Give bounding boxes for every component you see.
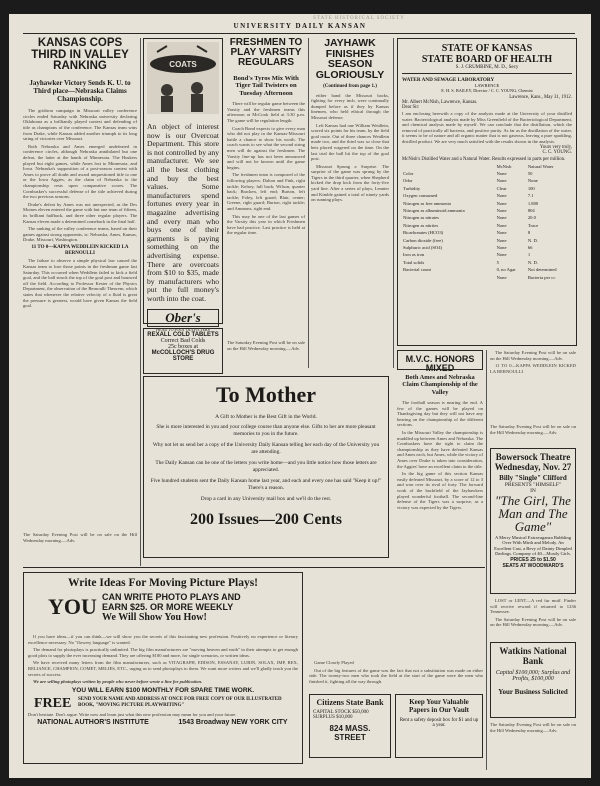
- table-row: [402, 274, 572, 281]
- to-mother-title: To Mother: [215, 382, 316, 407]
- lab-names: E. H. S. BAILEY, Director / C. C. YOUNG, Chemist: [441, 88, 533, 93]
- citizens-bank-advertisement: [309, 694, 391, 758]
- rexall-line2: Correct Bad Colds: [160, 338, 206, 344]
- subhead-weddlein: 11 TO 0—KAPPA WEDDLEIN KICKED LA BERNOULLI: [31, 244, 129, 256]
- table-cell: Color: [403, 170, 414, 176]
- table-cell: Bacteria per cc: [527, 274, 556, 280]
- table-cell: Bacterial count: [403, 267, 431, 273]
- post-notice: The Saturday Evening Post will be on sale on the Hill Wednesday morning.—Adv.: [490, 722, 576, 733]
- surplus-value: $10,000: [336, 715, 353, 720]
- table-cell: Total solids: [403, 259, 425, 265]
- org-name: NATIONAL AUTHOR'S INSTITUTE: [37, 719, 149, 727]
- table-cell: [402, 274, 496, 281]
- table-cell: Sulphuric acid (SO4): [403, 245, 443, 251]
- photoplay-body: [28, 634, 298, 685]
- article-weddlein: [23, 258, 137, 308]
- vault-title: Keep Your Valuable Papers in Our Vault: [409, 698, 469, 714]
- paragraph: LOST or LENT—A red fur muff. Finder will receive reward if returned to 1236 Tennessee.: [490, 598, 576, 615]
- paragraph: Out of the big features of the game was the fact that not a substitution was made on either side. The twenty-two men who took the field at the start of the game were the men who finished it, fighting all the way through.: [309, 667, 483, 684]
- post-notice: The Saturday Evening Post will be on sale on the Hill Wednesday morning.—Adv.: [490, 424, 576, 435]
- photoplay-address: [28, 719, 298, 739]
- table-cell: None: [496, 215, 507, 221]
- table-header: Natural Water: [527, 163, 554, 169]
- post-notice: [490, 350, 576, 420]
- table-cell: 1: [527, 252, 531, 258]
- column-rule: [393, 38, 394, 368]
- mvc-headline-box: [397, 350, 483, 374]
- paragraph: either band the Missouri backs, fighting for every inch, were continually dumped before as if they by Kansas linemen, who held ethical through the Missouri defense.: [311, 92, 389, 120]
- analysis-rows: [402, 170, 572, 281]
- citizens-address: 824 MASS. STREET: [329, 724, 371, 742]
- paragraph: Drop a card in any University mail box and we'll do the rest.: [200, 496, 332, 502]
- pitch-line: We Will Show You How!: [102, 612, 207, 623]
- letter-salutation: Dear Sir:: [402, 105, 420, 110]
- archive-stamp: STATE HISTORICAL SOCIETY: [313, 16, 405, 21]
- table-cell: None: [527, 178, 538, 184]
- section-rule: [23, 567, 485, 568]
- table-cell: 7.1: [527, 193, 534, 199]
- column-kansas-cops: [23, 38, 137, 526]
- watkins-solicit: Your Business Solicited: [498, 688, 568, 696]
- post-notice: The Saturday Evening Post will be on sale on the Hill Wednesday morning.—Adv.: [23, 532, 137, 543]
- table-cell: None: [496, 178, 507, 184]
- pitch-lines: [102, 592, 292, 623]
- bowersock-title: Bowersock Theatre: [495, 452, 571, 462]
- org-address: 1543 Broadway NEW YORK CITY: [178, 719, 288, 727]
- vault-advertisement: [395, 694, 483, 758]
- paragraph: Drake's defeat by Ames was not unexpected, as the Des Moines eleven entered the game with but one team of fifteen, its brilliant halfback, and three other regular players. The Kansas eleven made a determined comeback in the final half.: [23, 201, 137, 224]
- bowersock-date: Wednesday, Nov. 27: [494, 462, 572, 472]
- citizens-title: Citizens State Bank: [316, 698, 384, 707]
- divider: [402, 73, 572, 74]
- table-row: [402, 192, 572, 199]
- photoplay-earn: YOU WILL EARN $100 MONTHLY FOR SPARE TIME WORK.: [71, 686, 255, 694]
- table-cell: 804: [527, 208, 535, 213]
- table-row: [402, 200, 572, 207]
- headline-jayhawk: JAYHAWK FINISHES SEASON GLORIOUSLY: [315, 37, 385, 82]
- letter-body: I am enclosing herewith a copy of the analysis made at the University of your distilled water. Bacteriological analysis made by Miss Greenfield of the Bacteriological Department, and chemical analysis made by myself. We can conclude that the distillation, which the removal of practically all bacteria, and positive purity. As far as the distillation of the water, it seems to be of nature and all organic matter that is not gaseous, leaving a pure sparkling, distilled product. We are very much satisfied with the results shown in the analysis.: [402, 111, 572, 144]
- rexall-line3: 25c boxes at: [168, 344, 198, 350]
- table-header: [402, 163, 496, 170]
- table-cell: Carbon dioxide (free): [403, 237, 443, 243]
- paragraph: In the Missouri Valley the championship is muddled up between Ames and Nebraska. The Cornhuskers have the right to claim the championship as they have defeated Kansas and Ames each, but Ames, while the victory of Ames over Drake is taken into consideration, the Aggies' have an excellent claim to the title.: [397, 430, 483, 469]
- subhead-freshmen: Bond's Tyros Mix With Tiger Tail Twisters on Tuesday Afternoon: [233, 74, 299, 97]
- surplus-label: SURPLUS: [313, 715, 335, 720]
- column-rule: [308, 38, 309, 368]
- masthead-rule: [23, 33, 575, 34]
- table-heading: McNish's Distilled Water and a Natural Water. Results expressed in parts per million.: [402, 156, 566, 162]
- analysis-table: [402, 163, 572, 282]
- letter-close: Yours very truly,: [539, 144, 572, 150]
- vault-text: Rent a safety deposit box for $1 and up a year.: [399, 718, 479, 728]
- in-label: IN: [530, 488, 536, 494]
- subhead-kansas-cops: Jayhawker Victory Sends K. U. to Third place—Nebraska Claims Championship.: [29, 79, 131, 104]
- table-cell: Clear: [496, 185, 507, 191]
- table-cell: None: [496, 245, 507, 251]
- lab-title: WATER AND SEWAGE LABORATORY: [402, 77, 495, 83]
- table-row: [402, 229, 572, 236]
- paragraph: The demand for photoplays is practically unlimited. The big film manufacturers are "moving heaven and earth" in their attempts to get enough good plots to supply the ever increasing demand. They are offering $100 and more, for single scenarios, or written ideas.: [28, 647, 298, 658]
- free-label: FREE: [34, 695, 72, 711]
- paragraph: There will be regular game between the Varsity and the freshmen teams this afternoon at McCook field at 3:30 p.m. The game will be regulation length.: [227, 101, 305, 124]
- post-notice: The Saturday Evening Post will be on sale on the Hill Wednesday morning.—Adv.: [227, 340, 305, 351]
- paragraph: If you have ideas—if you can think—we will show you the secrets of this fascinating new profession. Positively no experience or literary excellence necessary. No "flowery language" is wanted.: [28, 634, 298, 645]
- state-subtitle: STATE BOARD OF HEALTH: [421, 54, 553, 65]
- state-title: STATE OF KANSAS: [441, 43, 533, 54]
- lab-place: LAWRENCE: [474, 83, 500, 88]
- paragraph: We have received many letters from the film manufacturers, such as VITAGRAPH, EDISON, ESSANAY, LUBIN, SOLAX, IMP, REX, RELIANCE, CHAMPION, COMET, MELIES, ETC., urging us to send photoplays to them. We want more writers and we'll gladly teach you the secrets of success.: [28, 660, 298, 677]
- table-cell: Not determined: [527, 267, 557, 273]
- letter-date: Lawrence, Kans., May 31, 1912.: [509, 95, 572, 100]
- table-cell: Nitrogen as albuminoid ammonia: [403, 208, 465, 213]
- table-cell: None: [496, 274, 507, 280]
- table-header: McNish: [496, 163, 512, 169]
- table-row: [402, 214, 572, 221]
- table-cell: Nitrogen as nitrates: [403, 215, 439, 221]
- paragraph: The ranking of the valley conference teams, based on their games against strong opponents, is: Nebraska, Ames, Kansas, Drake, Missouri, Washington.: [23, 226, 137, 243]
- rexall-line1: REXALL COLD TABLETS: [147, 332, 219, 338]
- to-mother-line1: A Gift to Mother is the Best Gift in the World.: [215, 414, 317, 420]
- rexall-line4: McCOLLOCH'S DRUG STORE: [151, 350, 215, 362]
- watkins-advertisement: [490, 642, 576, 718]
- table-cell: Iron as iron: [403, 252, 425, 258]
- table-cell: N. D.: [527, 259, 538, 265]
- headline-mvc: M.V.C. HONORS MIXED: [405, 354, 475, 374]
- watkins-title: Watkins National Bank: [499, 646, 567, 666]
- paragraph: Five hundred students sent the Daily Kansan home last year, and each and every one has said "Keep it up!" There's a reason.: [150, 478, 382, 491]
- table-cell: None: [496, 200, 507, 206]
- table-cell: 20.0: [527, 215, 536, 221]
- table-cell: Trace: [527, 222, 539, 228]
- paragraph: Missouri Sprung a Surprise. The surprise of the game was sprung by the Tigers in the third quarter, when Shepherd kicked the drop kick from the forty-five yard line. After a series of plays, Lennier and Kimble gained a total of ninety yards on running plays.: [311, 163, 389, 203]
- continued-note: (Continued from page 1.): [323, 83, 377, 89]
- bowersock-advertisement: [490, 448, 576, 594]
- rexall-advertisement: [143, 328, 223, 374]
- photoplay-advertisement: [23, 572, 303, 764]
- newspaper-page: [9, 14, 591, 778]
- table-cell: 5: [496, 259, 499, 265]
- photoplay-pitch: [28, 592, 298, 632]
- state-secretary: S. J. CRUMBINE, M. D., Secy: [455, 65, 519, 70]
- to-mother-advertisement: [143, 376, 389, 558]
- paragraph: Left Kansas had one William Weidlein, scored six points for his team, by the field goal route. Out of three chances Weidlein made two, and the third was so close that bets placed wagered on the time. On the last trial the ball hit the top of the goal post.: [311, 122, 389, 162]
- letter-recipient: Mr. Albert McNish, Lawrence, Kansas.: [402, 100, 478, 105]
- column-rule: [486, 350, 487, 770]
- paragraph: The failure to observe a simple physical law caused the Kansas team to lose those points in the freshman game last Saturday. This occurred when Weddlein failed to kick a field goal, and the ball struck the top of the goal post and bounced off the field. According to Professor Kester of the Physics Department, the observation of the Bernoulli Theorem, which states that whenever the relative velocity of a fluid is great the pressure is greatest, would have given Kansas the field goal.: [23, 258, 137, 309]
- paragraph: The gridiron campaign in Missouri valley conference circles ended Saturday with Nebraska university declaring Oklahoma as a brilliantly played contest and defending of title as champions of the conference. The Kansas team wins from Drake, while Kansas added another triumph to its long string of victories over Missouri.: [23, 108, 137, 142]
- you-label: YOU: [48, 594, 97, 619]
- paragraph: We are selling photoplays written by people who never before wrote a line for publication.: [33, 679, 203, 685]
- watkins-capital: Capital $100,000; Surplus and Profits, $100,000: [495, 670, 571, 682]
- pitch-line: CAN WRITE PHOTO PLAYS AND: [102, 592, 241, 602]
- to-mother-body: [149, 424, 383, 503]
- table-row: [402, 177, 572, 184]
- surplus-row: [313, 715, 387, 720]
- table-cell: None: [496, 222, 507, 228]
- masthead: UNIVERSITY DAILY KANSAN: [233, 22, 367, 30]
- table-cell: Nitrogen as nitrites: [403, 222, 439, 228]
- subhead-mvc: Both Ames and Nebraska Claim Championship of the Valley: [402, 374, 478, 396]
- obers-tagline: HEAD TO FOOT OUTFITTERS: [156, 327, 210, 333]
- article-jayhawk: [311, 93, 389, 203]
- table-row: [402, 185, 572, 192]
- lost-notice: [490, 598, 576, 638]
- column-jayhawk: [311, 38, 389, 370]
- paragraph: The Saturday Evening Post will be on sale on the Hill Wednesday morning.—Adv.: [490, 616, 576, 628]
- table-row: [402, 222, 572, 229]
- table-cell: None: [496, 193, 507, 199]
- coats-advertisement: [143, 38, 223, 333]
- table-row: [402, 237, 572, 244]
- capital-label: CAPITAL STOCK: [313, 710, 352, 715]
- show-prices: PRICES 25 to $1.50: [510, 556, 556, 563]
- show-title: "The Girl, The Man and The Game": [495, 493, 571, 534]
- to-mother-price: 200 Issues—200 Cents: [189, 511, 342, 528]
- table-cell: N. D.: [527, 237, 538, 243]
- coats-copy: An object of interest now is our Overcoat Department. This store is not controlled by any manufacturer. We see all the best clothing and buy the best values. Some manufacturers spend fortunes every year in magazine advertising and every man who buys one of their garments is paying something on the advertising expense. There are overcoats from $10 to $35, made by manufacturers who put the full money's worth into the coat.: [147, 122, 219, 303]
- table-row: [402, 170, 572, 177]
- billy-clifford: Billy "Single" Clifford: [499, 474, 567, 482]
- paragraph: Coach Bond expects to give every man who did not play in the Kansas-Missouri battle a chance to show his worth. The coach wants to see what the second string men will do against the freshmen. The Varsity line-up has not been announced and will not be known until the game begins.: [227, 125, 305, 170]
- paragraph: In the big game of this section Kansas easily defeated Missouri, by a score of 12 to 3 and won over its rival of forty. The forward work of the backfield of the Jayhawkers played wonderful football. The second-line defense of the Tigers was a surprise, as a victory was expected by the Tigers.: [397, 471, 483, 510]
- paragraph: The freshmen team is composed of the following players: Dalton and Fink, right tackle; Kelsey, full back; Wilson, quarter back; Bracken, left end; Burton, left tackle; Foley, left guard; Blair, center; Greene, right guard; Burton, right tackle; and Ammons, right end.: [227, 172, 305, 211]
- headline-kansas-cops: KANSAS COPS THIRD IN VALLEY RANKING: [31, 37, 129, 73]
- table-row: [402, 259, 572, 266]
- free-text: SEND YOUR NAME AND ADDRESS AT ONCE FOR FREE COPY OF OUR ILLUSTRATED BOOK, "MOVING PICTURE PLAYWRITING": [78, 696, 282, 708]
- letter-signer: C. C. YOUNG.: [542, 149, 572, 155]
- table-cell: None: [496, 230, 507, 236]
- column-rule: [140, 38, 141, 566]
- column-freshmen: [227, 38, 305, 370]
- presents: PRESENTS "HIMSELF": [504, 482, 562, 488]
- table-row: [402, 266, 572, 273]
- table-cell: 66: [527, 245, 533, 251]
- table-cell: Nitrogen as free ammonia: [403, 200, 451, 206]
- table-cell: Odor: [403, 178, 413, 184]
- capital-value: $50,000: [352, 710, 369, 715]
- free-row: [28, 696, 298, 712]
- jayhawk-game-notes: [309, 660, 483, 690]
- table-cell: Turbidity: [403, 185, 421, 191]
- article-freshmen: [227, 101, 305, 236]
- paragraph: Why not let us send her a copy of the University Daily Kansan telling her each day of the University you are attending.: [152, 442, 380, 455]
- obers-logo: Ober's: [147, 309, 219, 327]
- table-row: [402, 207, 572, 214]
- table-cell: 100: [527, 185, 535, 191]
- table-cell: 8: [527, 230, 531, 236]
- article-mvc: [397, 400, 483, 510]
- paragraph: Both Nebraska and Ames emerged undefeated in conference circles, although Nebraska annihilated but one defeat, the latter at the hands of Minnesota. The Huskers played but eight games, while Ames lost to Minnesota, and Iowa. Nebraska's supposition of a post-season contest with Ames to prove all doubt and award unquestioned title to one or the Iowa Aggies, as the claim of Nebraska to the championship rests upon comparative scores. The Cornhusker's successful defense of the title achieved during the two previous seasons.: [23, 143, 137, 200]
- paragraph: The Daily Kansan can be one of the letters you write home—and you little notice how those letters are appreciated.: [155, 460, 377, 473]
- table-row: [402, 244, 572, 251]
- paragraph: The football season is nearing the end. A few of the games will be played on Thanksgiving day but they will not have any bearing on the championship of the different sections.: [397, 400, 483, 428]
- paragraph: She is more interested in you and your college course than anyone else. Gifts to her are more pleasant memories to you in the future.: [156, 424, 376, 437]
- column-mvc: [397, 374, 483, 594]
- headline-freshmen: FRESHMEN TO PLAY VARSITY REGULARS: [229, 37, 303, 69]
- paragraph: 11 TO 0—KAPPA WEDDLEIN KICKED LA BERNOULLI: [490, 363, 576, 374]
- table-cell: None: [496, 237, 507, 243]
- photoplay-headline: Write Ideas For Moving Picture Plays!: [67, 577, 259, 589]
- table-cell: None: [496, 208, 507, 213]
- show-description: A Merry Musical Extravaganza Bubbling Over With Mirth and Melody. An Excellent Cast, a Bevy of Dainty Dimpled Darlings. Company of 40—Mostly Girls.: [494, 535, 572, 557]
- coat-illustration: [147, 42, 219, 114]
- pitch-line: EARN $25. OR MORE WEEKLY: [102, 602, 234, 612]
- table-cell: Bicarbonates (HCO3): [403, 230, 444, 236]
- paragraph: The Saturday Evening Post will be on sale on the Hill Wednesday morning.—Adv.: [490, 350, 576, 361]
- coats-brand: COATS: [169, 60, 197, 69]
- table-cell: 50: [527, 170, 533, 176]
- paragraph: Game Closely Played: [314, 660, 354, 665]
- article-kansas-cops: [23, 108, 137, 243]
- table-row: [402, 251, 572, 258]
- show-seats: SEATS AT WOODWARD'S: [502, 562, 564, 569]
- paragraph: This may be one of the last games of the Varsity this year in which Freshmen have had practice. Last practice is held at the regular time.: [227, 213, 305, 236]
- state-board-letter: [397, 38, 577, 346]
- table-cell: Oxygen consumed: [403, 193, 438, 199]
- table-cell: None: [496, 170, 507, 176]
- table-cell: 1.800: [527, 200, 539, 206]
- photoplay-dont: Don't hesitate. Don't argue. Write now and learn just what this new profession may mean for you and your future.: [28, 711, 237, 717]
- table-cell: None: [496, 252, 507, 258]
- table-cell: 0, no Agar: [496, 267, 516, 273]
